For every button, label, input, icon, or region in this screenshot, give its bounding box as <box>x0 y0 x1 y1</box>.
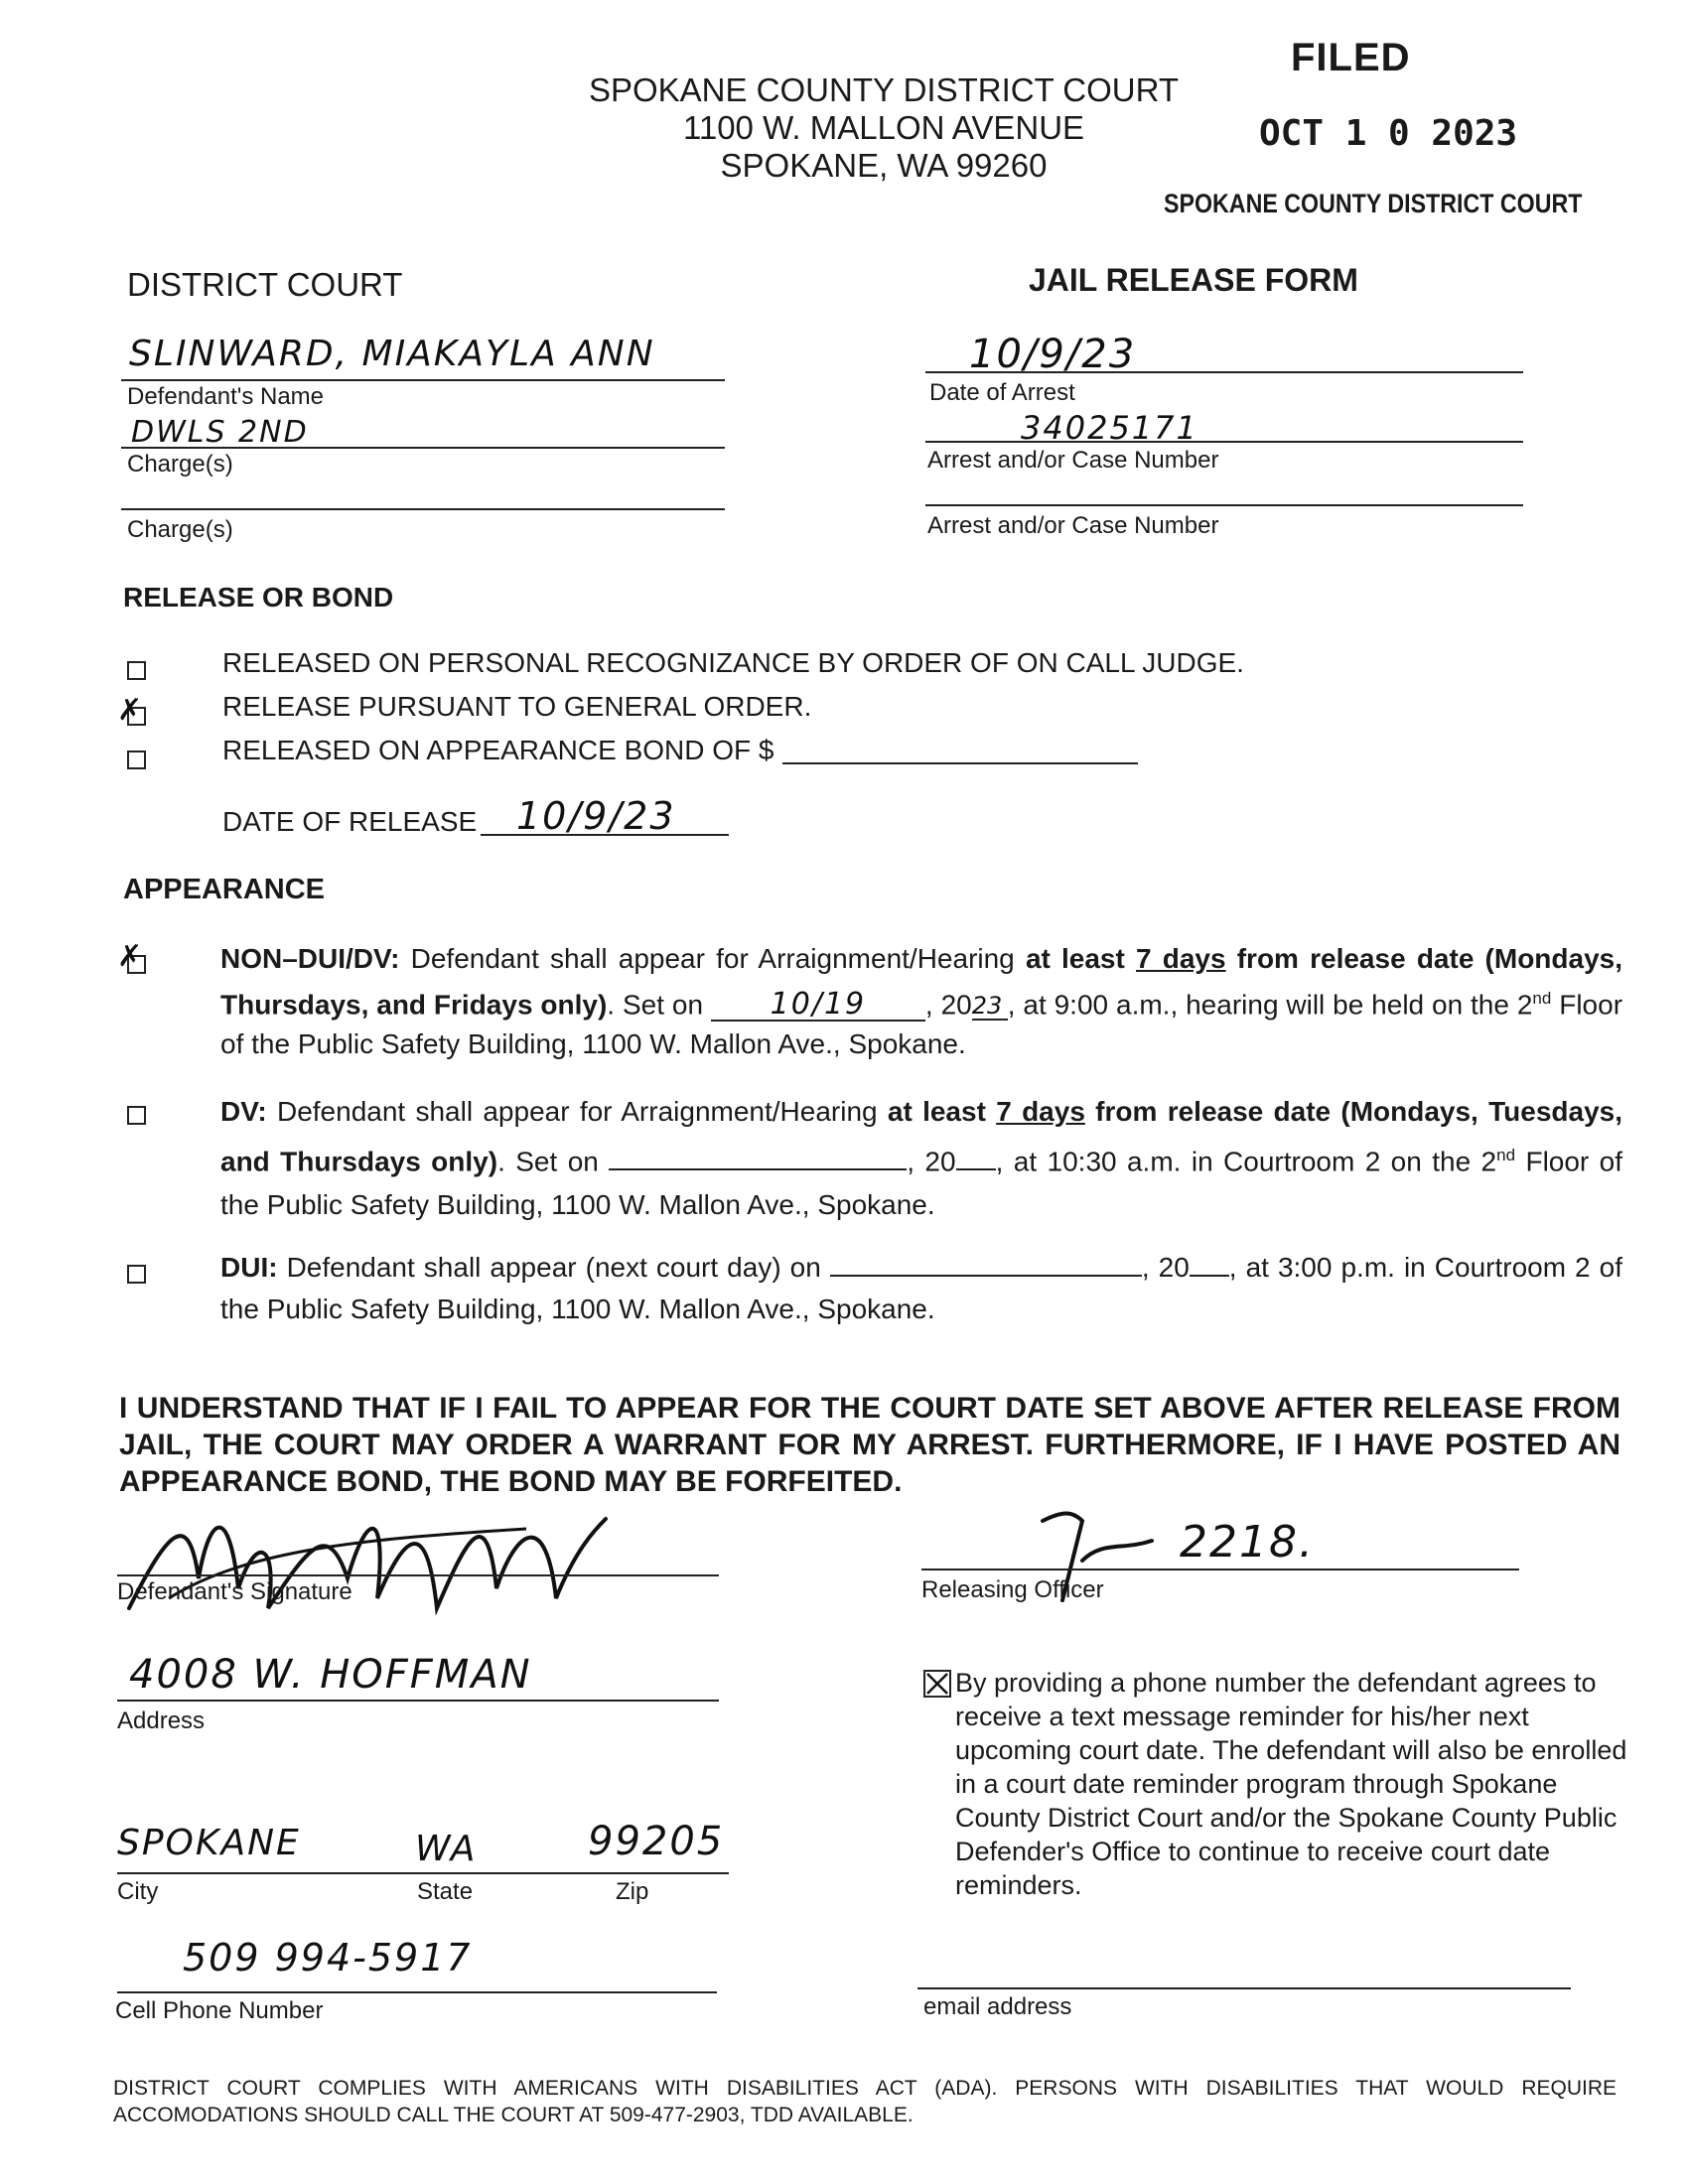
non-dui-year-value[interactable]: 23 <box>972 993 1008 1021</box>
email-label: email address <box>923 1993 1072 2020</box>
date-of-release-value[interactable]: 10/9/23 <box>516 794 676 838</box>
bond-amount-line[interactable] <box>782 762 1138 764</box>
release-option-3-checkbox[interactable] <box>127 751 146 769</box>
non-dui-date-value[interactable]: 10/19 <box>711 990 925 1022</box>
address-value[interactable]: 4008 W. HOFFMAN <box>129 1652 532 1698</box>
city-value[interactable]: SPOKANE <box>117 1823 301 1863</box>
dv-days: 7 days <box>996 1096 1085 1127</box>
case-number-2-label: Arrest and/or Case Number <box>927 512 1219 539</box>
zip-label: Zip <box>616 1878 649 1905</box>
dui-date-blank[interactable] <box>830 1249 1142 1277</box>
zip-value[interactable]: 99205 <box>588 1819 725 1864</box>
dui-text <box>220 1247 1622 1330</box>
cell-phone-line <box>117 1991 717 1993</box>
charge-1-value[interactable]: DWLS 2ND <box>131 415 309 450</box>
release-option-2-label: RELEASE PURSUANT TO GENERAL ORDER. <box>222 691 812 722</box>
non-dui-b2: from release date (Mondays, Thursdays, and Fridays only) <box>220 943 1623 1021</box>
non-dui-t5: Floor of the Public Safety Building, 1100 W. Mallon Ave., Spokane. <box>220 989 1623 1060</box>
court-city: SPOKANE, WA 99260 <box>720 147 1048 184</box>
cell-phone-value[interactable]: 509 994-5917 <box>183 1936 473 1979</box>
case-number-1-value[interactable]: 34025171 <box>1021 409 1198 447</box>
defendant-name-value[interactable]: SLINWARD, MIAKAYLA ANN <box>129 334 655 374</box>
ada-notice: DISTRICT COURT COMPLIES WITH AMERICANS WITH DISABILITIES ACT (ADA). PERSONS WITH DISABILITIES THAT WOULD REQUIRE ACCOMODATIONS SHOULD CALL THE COURT AT 509-477-2903, TDD AVAILABLE. <box>113 2077 1617 2126</box>
defendant-signature-line <box>117 1574 719 1576</box>
date-of-release-line <box>481 834 729 836</box>
state-label: State <box>417 1878 474 1905</box>
non-dui-text <box>220 939 1622 1064</box>
releasing-officer-line <box>921 1569 1519 1570</box>
dv-text <box>220 1090 1622 1227</box>
charge-2-label: Charge(s) <box>127 516 233 543</box>
email-line <box>917 1987 1571 1989</box>
charge-1-line <box>121 447 725 449</box>
defendant-name-label: Defendant's Name <box>127 383 325 410</box>
non-dui-days: 7 days <box>1136 943 1226 974</box>
dv-checkbox[interactable] <box>127 1106 146 1125</box>
dv-b1: at least <box>887 1096 997 1127</box>
dv-t5: Floor of the Public Safety Building, 1100 W. Mallon Ave., Spokane. <box>220 1146 1623 1221</box>
charge-1-label: Charge(s) <box>127 451 233 478</box>
non-dui-check-mark: ✗ <box>117 939 143 974</box>
non-dui-t4: , at 9:00 a.m., hearing will be held on the 2 <box>1007 989 1533 1021</box>
non-dui-lead: NON–DUI/DV: <box>220 943 400 974</box>
non-dui-t1: Defendant shall appear for Arraignment/Hearing <box>399 943 1026 974</box>
dui-t2: , 20 <box>1141 1252 1190 1283</box>
case-number-1-line <box>925 441 1523 443</box>
sms-consent-check-icon <box>925 1672 949 1696</box>
court-header <box>536 71 1231 185</box>
dv-t1: Defendant shall appear for Arraignment/Hearing <box>266 1096 888 1127</box>
dv-t2: . Set on <box>497 1146 610 1177</box>
dui-t1: Defendant shall appear (next court day) on <box>277 1252 830 1283</box>
dui-checkbox[interactable] <box>127 1265 146 1284</box>
fail-to-appear-warning: I UNDERSTAND THAT IF I FAIL TO APPEAR FOR THE COURT DATE SET ABOVE AFTER RELEASE FROM JAIL, THE COURT MAY ORDER A WARRANT FOR MY ARREST. FURTHERMORE, IF I HAVE POSTED AN APPEARANCE BOND, THE BOND MAY BE FORFEITED. <box>119 1392 1620 1498</box>
dv-t4: , at 10:30 a.m. in Courtroom 2 on the 2 <box>995 1146 1497 1177</box>
date-of-release-label: DATE OF RELEASE <box>222 806 478 837</box>
release-heading: RELEASE OR BOND <box>123 582 394 613</box>
sms-consent-checkbox[interactable] <box>923 1670 951 1698</box>
state-value[interactable]: WA <box>415 1829 478 1869</box>
date-of-arrest-line <box>925 371 1523 373</box>
release-option-2-check-mark: ✗ <box>117 693 143 728</box>
address-line <box>117 1700 719 1702</box>
releasing-officer-value[interactable]: 2218. <box>1180 1517 1315 1568</box>
form-title: JAIL RELEASE FORM <box>1029 262 1358 298</box>
releasing-officer-label: Releasing Officer <box>921 1576 1104 1603</box>
non-dui-t3: , 20 <box>924 989 972 1021</box>
appearance-heading: APPEARANCE <box>123 874 326 905</box>
city-state-zip-line <box>117 1872 729 1874</box>
city-label: City <box>117 1878 159 1905</box>
release-option-1-checkbox[interactable] <box>127 661 146 680</box>
address-label: Address <box>117 1707 206 1734</box>
release-option-3-label: RELEASED ON APPEARANCE BOND OF $ <box>222 735 774 765</box>
defendant-name-line <box>121 379 725 381</box>
dui-lead: DUI: <box>220 1252 278 1283</box>
filed-stamp-date: OCT 1 0 2023 <box>1259 113 1518 154</box>
dv-sup: nd <box>1496 1146 1516 1164</box>
dv-year-blank[interactable] <box>956 1143 996 1170</box>
filed-stamp-court: SPOKANE COUNTY DISTRICT COURT <box>1164 189 1583 218</box>
filed-stamp-label: FILED <box>1291 36 1411 79</box>
dv-lead: DV: <box>220 1096 267 1127</box>
sms-consent-text: By providing a phone number the defendant agrees to receive a text message reminder for his/her next upcoming court date. The defendant will also be enrolled in a court date reminder program through Spokane County District Court and/or the Spokane County Public Defender's Office to continue to receive court date reminders. <box>955 1668 1627 1900</box>
dv-date-blank[interactable] <box>609 1143 907 1170</box>
defendant-signature-label: Defendant's Signature <box>117 1578 352 1605</box>
non-dui-t2: . Set on <box>607 989 711 1021</box>
charge-2-line <box>121 508 725 510</box>
dui-t3: , at 3:00 p.m. in Courtroom 2 of the Public Safety Building, 1100 W. Mallon Ave., Spokane. <box>220 1252 1623 1324</box>
case-number-2-line <box>925 504 1523 506</box>
form-left-title: DISTRICT COURT <box>127 266 403 303</box>
date-of-arrest-label: Date of Arrest <box>929 379 1075 406</box>
dui-year-blank[interactable] <box>1190 1249 1229 1277</box>
non-dui-b1: at least <box>1025 943 1136 974</box>
dv-b2: from release date (Mondays, Tuesdays, and Thursdays only) <box>220 1096 1623 1177</box>
court-street: 1100 W. MALLON AVENUE <box>682 109 1085 146</box>
court-name: SPOKANE COUNTY DISTRICT COURT <box>588 71 1180 108</box>
dv-t3: , 20 <box>907 1146 956 1177</box>
date-of-arrest-value[interactable]: 10/9/23 <box>969 332 1137 377</box>
case-number-1-label: Arrest and/or Case Number <box>927 447 1219 474</box>
release-option-1-label: RELEASED ON PERSONAL RECOGNIZANCE BY ORDER OF ON CALL JUDGE. <box>222 647 1244 678</box>
cell-phone-label: Cell Phone Number <box>115 1997 324 2024</box>
defendant-signature <box>109 1489 626 1638</box>
non-dui-sup: nd <box>1532 989 1552 1008</box>
